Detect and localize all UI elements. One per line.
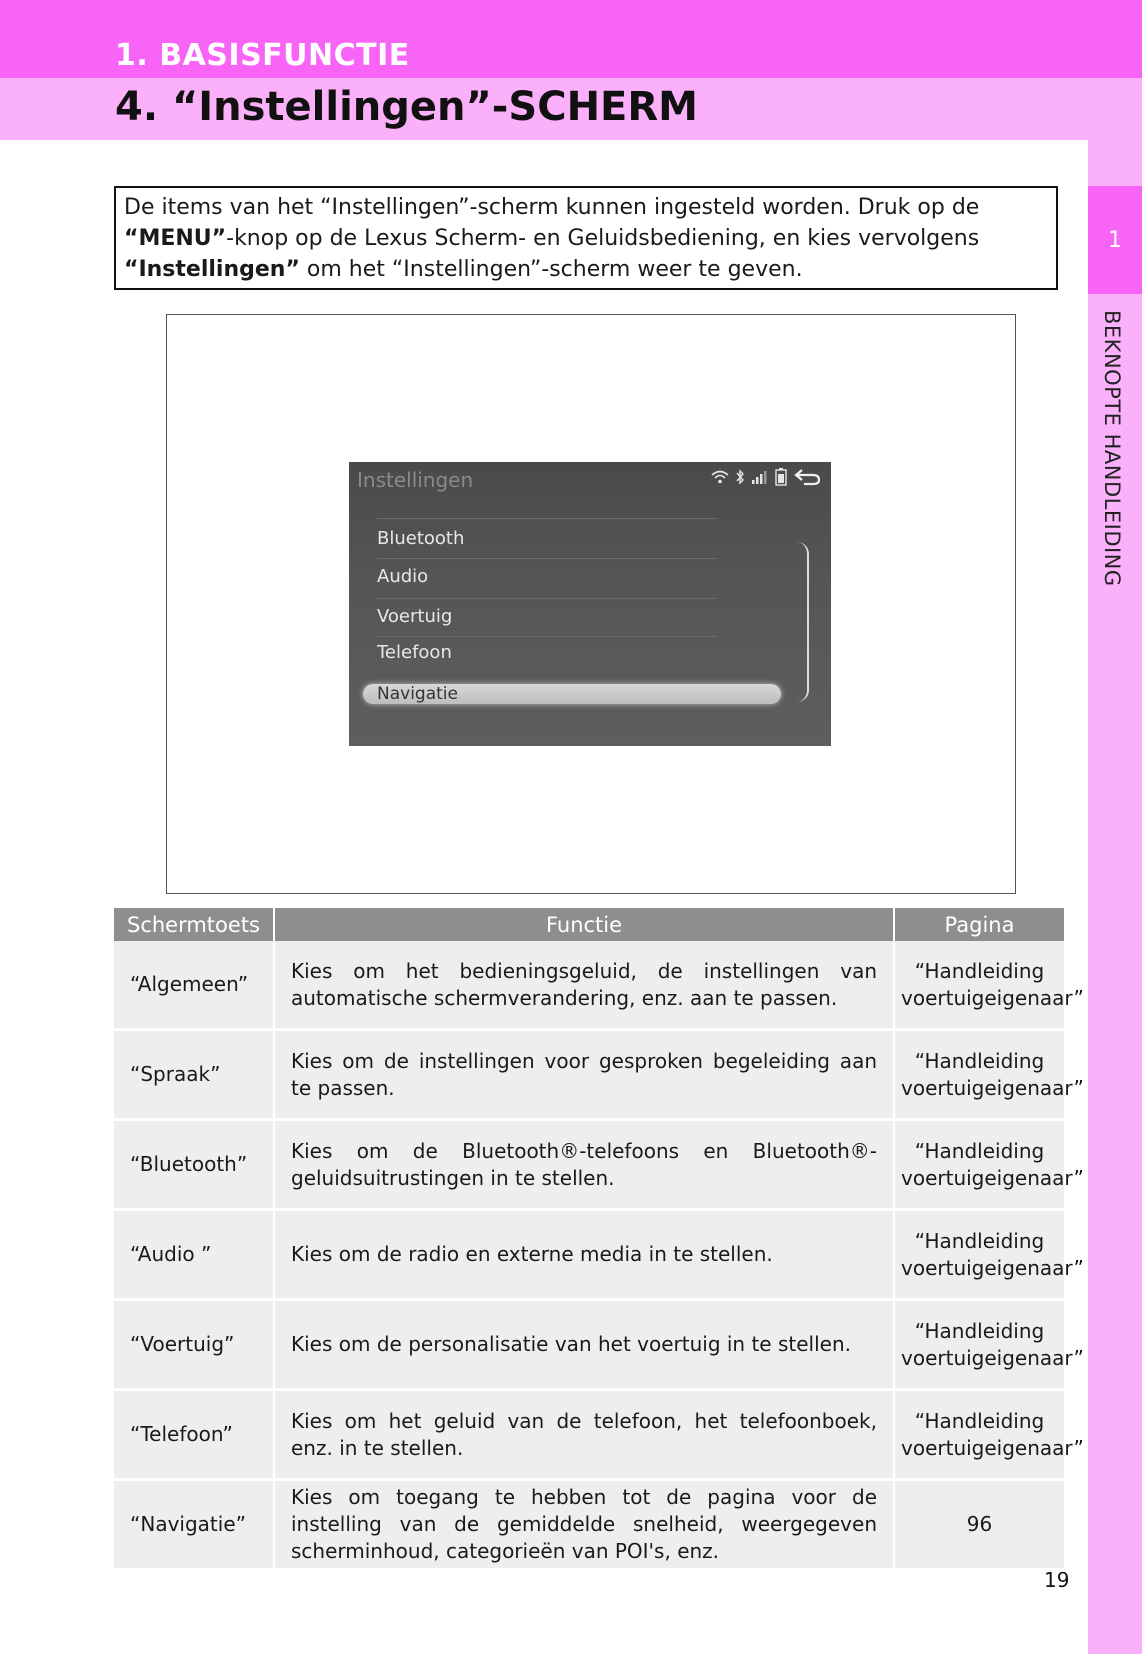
table-row	[114, 941, 1064, 1030]
row-page: “Handleiding voertuigeigenaar”	[894, 1390, 1064, 1480]
page-title: 4. “Instellingen”-SCHERM	[115, 84, 698, 130]
row-page: “Handleiding voertuigeigenaar”	[894, 1210, 1064, 1300]
screen-item-bluetooth[interactable]: Bluetooth	[377, 528, 465, 549]
table-row	[114, 1300, 1064, 1390]
bluetooth-icon	[735, 469, 745, 489]
row-function: Kies om de personalisatie van het voertuig in te stellen.	[274, 1300, 894, 1390]
intro-text-3: om het “Instellingen”-scherm weer te geven.	[299, 257, 803, 282]
wifi-icon	[711, 470, 729, 488]
header-schermtoets: Schermtoets	[114, 908, 274, 941]
intro-settings: “Instellingen”	[124, 257, 300, 282]
divider	[377, 598, 717, 599]
row-function: Kies om de Bluetooth®-telefoons en Bluetooth®-geluidsuitrustingen in te stellen.	[274, 1120, 894, 1210]
row-function: Kies om het bedieningsgeluid, de instellingen van automatische schermverandering, enz. aan te passen.	[274, 941, 894, 1030]
function-table	[114, 908, 1084, 1571]
row-key: “Telefoon”	[114, 1390, 274, 1480]
divider	[377, 558, 717, 559]
screen-title: Instellingen	[357, 468, 474, 492]
status-bar	[711, 466, 821, 492]
row-key: “Navigatie”	[114, 1480, 274, 1570]
row-page: “Handleiding voertuigeigenaar”	[894, 1300, 1064, 1390]
page-number: 19	[1044, 1568, 1070, 1592]
table-header-row	[114, 908, 1064, 941]
section-label: 1. BASISFUNCTIE	[115, 38, 410, 73]
divider	[377, 636, 717, 637]
row-key: “Algemeen”	[114, 941, 274, 1030]
divider	[377, 518, 717, 519]
row-page: 96	[894, 1480, 1064, 1570]
settings-screen	[349, 462, 831, 746]
row-function: Kies om toegang te hebben tot de pagina voor de instelling van de gemiddelde snelheid, weergegeven scherminhoud, categorieën van POI's, enz.	[274, 1480, 894, 1570]
row-page: “Handleiding voertuigeigenaar”	[894, 1120, 1064, 1210]
table-row	[114, 1120, 1064, 1210]
header-pagina: Pagina	[894, 908, 1064, 941]
screen-item-audio[interactable]: Audio	[377, 566, 429, 587]
intro-text-2: -knop op de Lexus Scherm- en Geluidsbediening, en kies vervolgens	[226, 226, 980, 251]
screen-item-voertuig[interactable]: Voertuig	[377, 606, 453, 627]
intro-box	[114, 186, 1058, 290]
chapter-title: BEKNOPTE HANDLEIDING	[1100, 310, 1124, 587]
screen-item-navigatie[interactable]: Navigatie	[377, 684, 458, 704]
table-row	[114, 1210, 1064, 1300]
row-page: “Handleiding voertuigeigenaar”	[894, 941, 1064, 1030]
table-row	[114, 1390, 1064, 1480]
row-function: Kies om het geluid van de telefoon, het telefoonboek, enz. in te stellen.	[274, 1390, 894, 1480]
row-function: Kies om de instellingen voor gesproken begeleiding aan te passen.	[274, 1030, 894, 1120]
row-page: “Handleiding voertuigeigenaar”	[894, 1030, 1064, 1120]
intro-text-1: De items van het “Instellingen”-scherm kunnen ingesteld worden. Druk op de	[124, 195, 980, 220]
scrollbar[interactable]	[797, 542, 809, 702]
row-key: “Spraak”	[114, 1030, 274, 1120]
back-icon[interactable]	[793, 468, 821, 490]
row-key: “Audio ”	[114, 1210, 274, 1300]
table-row	[114, 1030, 1064, 1120]
intro-menu: “MENU”	[124, 226, 227, 251]
signal-icon	[751, 470, 769, 488]
chapter-tab: 1	[1088, 186, 1142, 294]
table-row	[114, 1480, 1064, 1570]
screen-item-telefoon[interactable]: Telefoon	[377, 642, 452, 663]
row-key: “Voertuig”	[114, 1300, 274, 1390]
row-function: Kies om de radio en externe media in te stellen.	[274, 1210, 894, 1300]
battery-icon	[775, 468, 787, 490]
row-key: “Bluetooth”	[114, 1120, 274, 1210]
header-functie: Functie	[274, 908, 894, 941]
